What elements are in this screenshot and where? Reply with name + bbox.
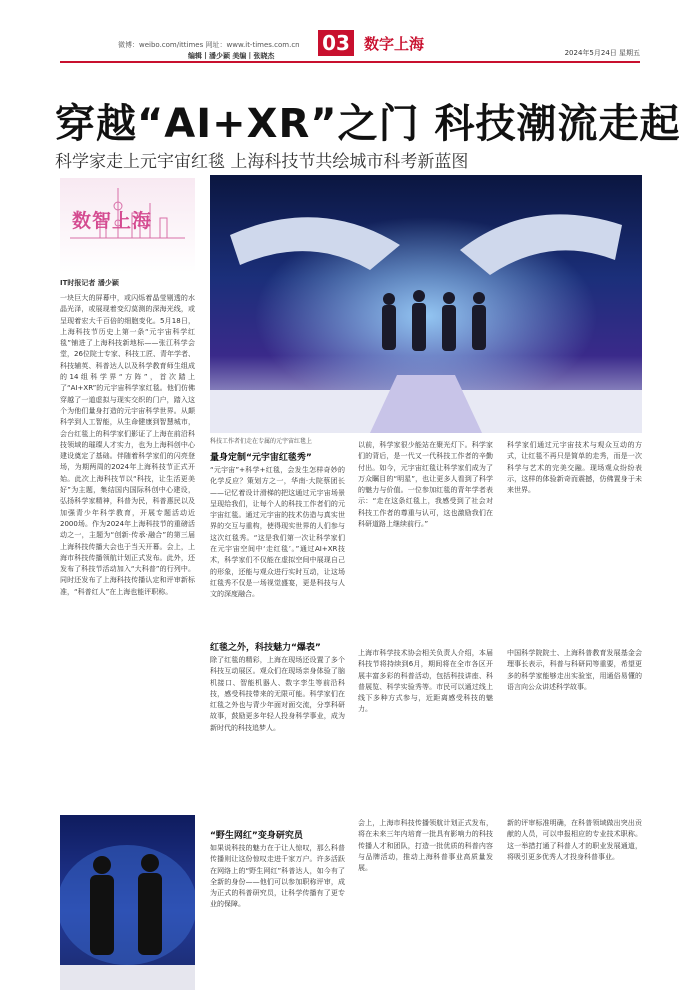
column3-text-b: 上海市科学技术协会相关负责人介绍，本届科技节将持续到6月，期间将在全市各区开展丰富多彩的科普活动，包括科技讲座、科普展览、科学实验秀等。市民可以通过线上线下多种方式参与，近距离感受科技的魅力。 <box>358 649 493 714</box>
section2-body: 除了红毯的精彩，上海在现场还设置了多个科技互动展区。观众们在现场亲身体验了脑机接口、智能机器人、数字孪生等前沿科技，感受科技带来的无限可能。科学家们在红毯之外也与青少年面对面交流，分享科研故事，鼓励更多年轻人投身科学事业，成为新时代的科技追梦人。 <box>210 656 345 732</box>
header-editors: 编辑丨潘少颖 美编丨张晓杰 <box>188 52 275 60</box>
headline: 穿越“AI+XR”之门 科技潮流走起 <box>55 101 681 147</box>
hero-illustration <box>210 175 642 433</box>
page-number: 03 <box>318 30 354 56</box>
section1-heading: 量身定制“元宇宙红毯秀” <box>210 453 312 463</box>
people-illustration <box>60 815 195 990</box>
column4-text-b: 中国科学院院士、上海科普教育发展基金会理事长表示，科普与科研同等重要，希望更多的科学家能够走出实验室，用通俗易懂的语言向公众讲述科学故事。 <box>507 649 642 691</box>
section-title: 数字上海 <box>364 35 425 53</box>
issue-date: 2024年5月24日 星期五 <box>564 49 640 57</box>
people-photo <box>60 815 195 990</box>
column4-text-a: 科学家们通过元宇宙技术与观众互动的方式，让红毯不再只是简单的走秀，而是一次科学与艺术的完美交融。现场观众纷纷表示，这样的体验新奇而震撼，仿佛置身于未来世界。 <box>507 441 642 495</box>
column3-text-a: 以前，科学家很少能站在聚光灯下。科学家们的背后，是一代又一代科技工作者的辛勤付出。如今，元宇宙红毯让科学家们成为了万众瞩目的“明星”，也让更多人看到了科学的魅力与价值。一位参加红毯的青年学者表示：“走在这条红毯上，我感受到了社会对科技工作者的尊重与认可，这也激励我们在科研道路上继续前行。” <box>358 441 493 529</box>
hero-caption: 科技工作者们走在专属的元宇宙红毯上 <box>210 438 313 445</box>
column3-text-c: 会上，上海市科技传播领航计划正式发布，将在未来三年内培育一批具有影响力的科技传播人才和团队，打造一批优质的科普内容与品牌活动，推动上海科普事业高质量发展。 <box>358 819 493 873</box>
header-rule <box>60 61 640 63</box>
subheadline: 科学家走上元宇宙红毯 上海科技节共绘城市科考新蓝图 <box>55 152 469 172</box>
section1-body: “元宇宙”+科学+红毯，会发生怎样奇妙的化学反应？策划方之一，华南·大院蔡团长——记忆着设计滑梯的把这通过元宇宙场景呈现给我们，让每个人的科技工作者们的元宇宙红毯。通过元宇宙的技术仿造与真实世界的交互与重构，使得现实世界的人们参与这次红毯秀。“这是我们第一次让科学家们在元宇宙空间中‘走红毯’。”通过AI+XR技术，科学家们不仅能在虚拟空间中展现自己的形象，还能与观众进行实时互动，让这场红毯秀不仅是一场视觉盛宴，更是科技与人文的深度融合。 <box>210 466 345 599</box>
hero-photo <box>210 175 642 433</box>
intro-text: 一块巨大的屏幕中，或闪烁着晶莹剔透的水晶光泽，或展现着变幻莫测的深海光线，或呈现着宏大千百倍的细胞变化。5月18日，上海科技节历史上第一条“元宇宙科学红毯”铺进了上海科技新地标——张江科学会堂，26位院士专家、科技工匠、青年学者、科技辅英、科普达人以及科学教育师生组成的14组科学界“方阵”，首次踏上了“AI+XR”的元宇宙科学家红毯。他们仿佛穿越了一道虚拟与现实交织的门户，踏入这个为他们量身打造的元宇宙科学世界。从颠科学到人工智能，从生命健康到智慧城市，会台红毯上的科学家们影证了上海在前沿科技领域的璀璨人才实力，也为上海科创中心建设奠定了基础。伴随着科学家们的闪亮登场，为期两周的2024年上海科技节正式开始。此次上海科技节以“科技，让生活更美好”为主题，集结国内国际科创中心建设，弘扬科学家精神，科普为民，科普惠民以及加强青少年科学教育，开展专题活动近2000场。作为2024年上海科技节的重磅活动之一，主题为“创新·传承·融合”的第三届上海科技传播大会也于当天开幕。会上，上海市科技传播领航计划正式发布。此外，还发布了科技节活动加入“大科普”的行列中。同时还发布了上海科技传播认定和评审新标准，“科普红人”在上海也能评职称。 <box>60 294 195 596</box>
byline: IT时报记者 潘少颖 <box>60 279 119 287</box>
section3-body: 如果说科技的魅力在于让人惊叹，那么科普传播则让这份惊叹走进千家万户。许多活跃在网络上的“野生网红”科普达人，如今有了全新的身份——他们可以参加职称评审，成为正式的科普研究员，让科学传播有了更专业的保障。 <box>210 844 345 909</box>
section-logo-panel <box>60 178 195 273</box>
logo-text: 数智上海 <box>72 210 153 232</box>
section3-heading: “野生网红”变身研究员 <box>210 831 303 841</box>
column4-text-c: 新的评审标准明确，在科普领域做出突出贡献的人员，可以申报相应的专业技术职称。这一举措打通了科普人才的职业发展通道，将吸引更多优秀人才投身科普事业。 <box>507 819 642 861</box>
section2-heading: 红毯之外，科技魅力“爆表” <box>210 643 321 653</box>
header-weibo: 微博：weibo.com/ittimes 网址：www.it-times.com.cn <box>118 41 300 49</box>
